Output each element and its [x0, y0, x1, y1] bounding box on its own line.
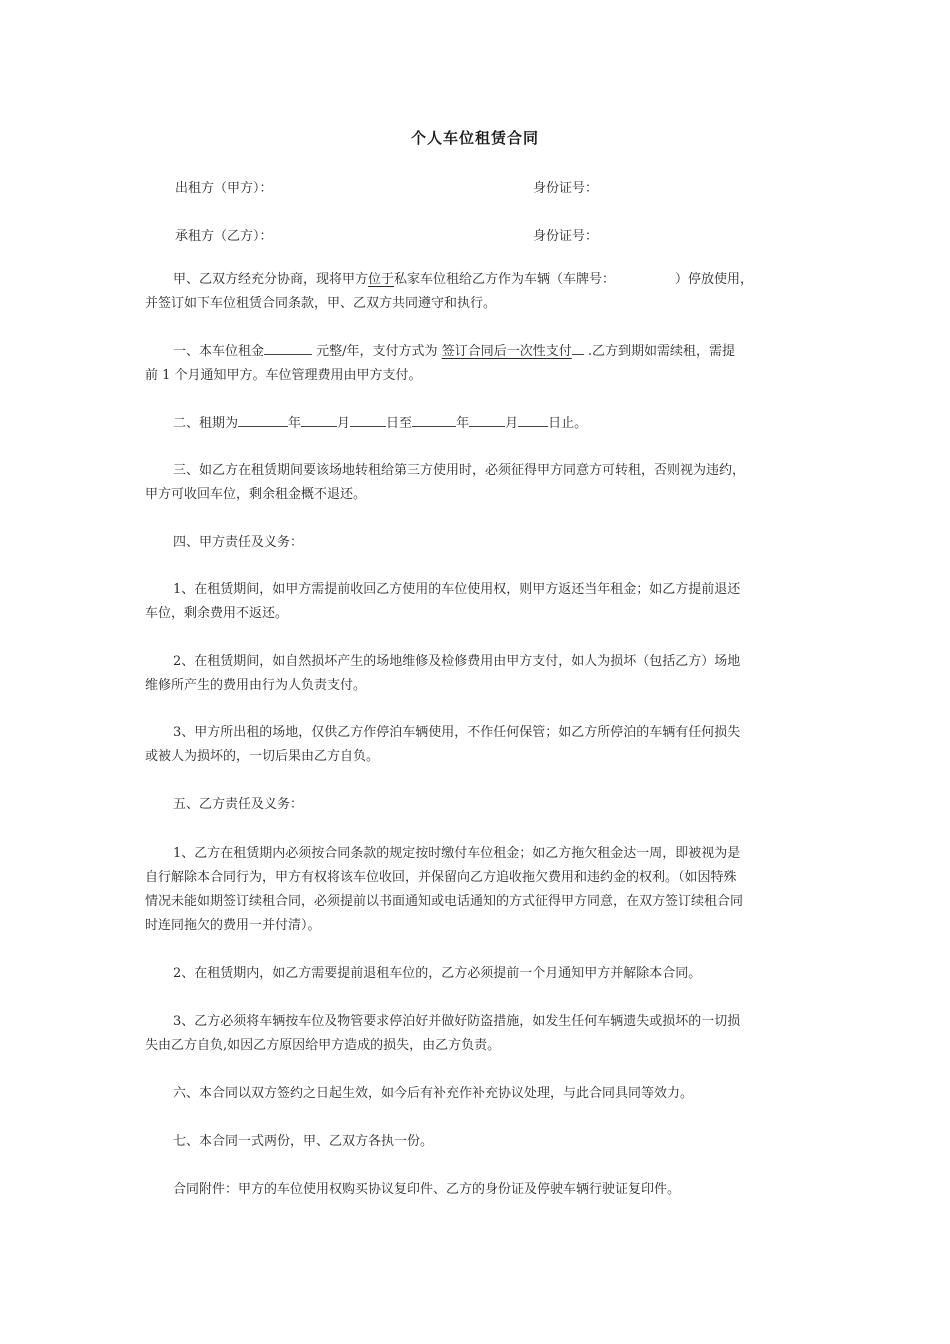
s5-1-text-4: 时连同拖欠的费用一并付清）。: [145, 918, 321, 933]
payment-method: 签订合同后一次性支付: [441, 344, 572, 359]
clause3-text-2: 甲方可收回车位，剩余租金概不退还。: [145, 487, 367, 502]
clause-1: [145, 340, 805, 388]
end-year-blank: [412, 412, 456, 427]
clause-3: [145, 459, 805, 507]
s5-3-text-2: 失由乙方自负,如因乙方原因给甲方造成的损失，由乙方负责。: [145, 1038, 501, 1053]
s4-3-text: 3、甲方所出租的场地，仅供乙方作停泊车辆使用，不作任何保管；如乙方所停泊的车辆有任何损失: [173, 725, 741, 740]
start-day-label: 日至: [386, 416, 413, 431]
start-year-blank: [238, 412, 288, 427]
clause6-text: 六、本合同以双方签约之日起生效，如今后有补充作补充协议处理，与此合同具同等效力。: [173, 1086, 694, 1101]
lessee-id-label: 身份证号：: [533, 229, 599, 244]
rent-amount-blank: [264, 340, 312, 355]
section-5-item-1: [145, 842, 805, 938]
section-5-heading: [145, 793, 805, 817]
clause1-text-3: .乙方到期如需续租，需提: [587, 344, 735, 359]
section-4-heading: [145, 531, 805, 555]
s5-1-text-2: 自行解除本合同行为，甲方有权将该车位收回，并保留向乙方追收拖欠费用和违约金的权利。（如因特殊: [145, 870, 737, 885]
s4-1-text-2: 车位，剩余费用不返还。: [145, 606, 289, 621]
intro-text-3: ）停放使用，: [675, 272, 754, 287]
attachments: [145, 1178, 805, 1202]
end-day-blank: [518, 412, 548, 427]
intro-paragraph: [145, 268, 805, 316]
clause-2: [145, 412, 805, 436]
blank-tail: [572, 340, 584, 355]
section-5-item-3: [145, 1010, 805, 1058]
s5-1-text-3: 情况未能如期签订续租合同，必须提前以书面通知或电话通知的方式征得甲方同意，在双方签订续租合同: [145, 894, 744, 909]
end-month-label: 月: [505, 416, 519, 431]
start-month-blank: [301, 412, 337, 427]
s4-1-text: 1、在租赁期间，如甲方需提前收回乙方使用的车位使用权，则甲方返还当年租金；如乙方提前退还: [173, 582, 741, 597]
clause1-text: 一、本车位租金: [173, 344, 265, 359]
lessor-id-label: 身份证号：: [533, 181, 599, 196]
section-4-item-2: [145, 650, 805, 698]
clause-6: [145, 1082, 805, 1106]
intro-text-2: 私家车位租给乙方作为车辆（车牌号：: [394, 272, 616, 287]
section-4-item-1: [145, 578, 805, 626]
section5-title: 五、乙方责任及义务：: [173, 797, 304, 812]
end-month-blank: [469, 412, 505, 427]
s4-3-text-2: 或被人为损坏的，一切后果由乙方自负。: [145, 749, 380, 764]
start-year-label: 年: [288, 416, 302, 431]
clause1-text-4: 前 1 个月通知甲方。车位管理费用由甲方支付。: [145, 368, 422, 383]
attachment-text: 合同附件：甲方的车位使用权购买协议复印件、乙方的身份证及停驶车辆行驶证复印件。: [173, 1182, 681, 1197]
end-year-label: 年: [456, 416, 470, 431]
s5-2-text: 2、在租赁期内，如乙方需要提前退租车位的，乙方必须提前一个月通知甲方并解除本合同。: [173, 966, 702, 981]
start-day-blank: [350, 412, 386, 427]
clause7-text: 七、本合同一式两份，甲、乙双方各执一份。: [173, 1134, 434, 1149]
clause3-text: 三、如乙方在租赁期间要该场地转租给第三方使用时，必须征得甲方同意方可转租，否则视为违约，: [173, 463, 746, 478]
s5-1-text: 1、乙方在租赁期内必须按合同条款的规定按时缴付车位租金；如乙方拖欠租金达一周，即被视为是: [173, 846, 741, 861]
lessee-line: [175, 225, 735, 245]
term-label: 二、租期为: [173, 416, 239, 431]
s5-3-text: 3、乙方必须将车辆按车位及物管要求停泊好并做好防盗措施，如发生任何车辆遗失或损坏的一切损: [173, 1014, 741, 1029]
section-4-item-3: [145, 721, 805, 769]
lessor-line: [175, 177, 735, 197]
start-month-label: 月: [337, 416, 351, 431]
intro-underlined: 位于: [368, 272, 395, 287]
document-title: 个人车位租赁合同: [410, 129, 539, 147]
lessor-label: 出租方（甲方）：: [175, 181, 273, 196]
section-5-item-2: [145, 962, 805, 986]
intro-text-4: 并签订如下车位租赁合同条款，甲、乙双方共同遵守和执行。: [145, 296, 497, 311]
intro-text: 甲、乙双方经充分协商，现将甲方: [173, 272, 369, 287]
clause1-text-2: 元整/年，支付方式为: [316, 344, 438, 359]
clause-7: [145, 1130, 805, 1154]
s4-2-text: 2、在租赁期间，如自然损坏产生的场地维修及检修费用由甲方支付，如人为损坏（包括乙方）场地: [173, 654, 741, 669]
s4-2-text-2: 维修所产生的费用由行为人负责支付。: [145, 678, 367, 693]
end-day-label: 日止。: [548, 416, 588, 431]
section4-title: 四、甲方责任及义务：: [173, 535, 304, 550]
lessee-label: 承租方（乙方）：: [175, 229, 273, 244]
